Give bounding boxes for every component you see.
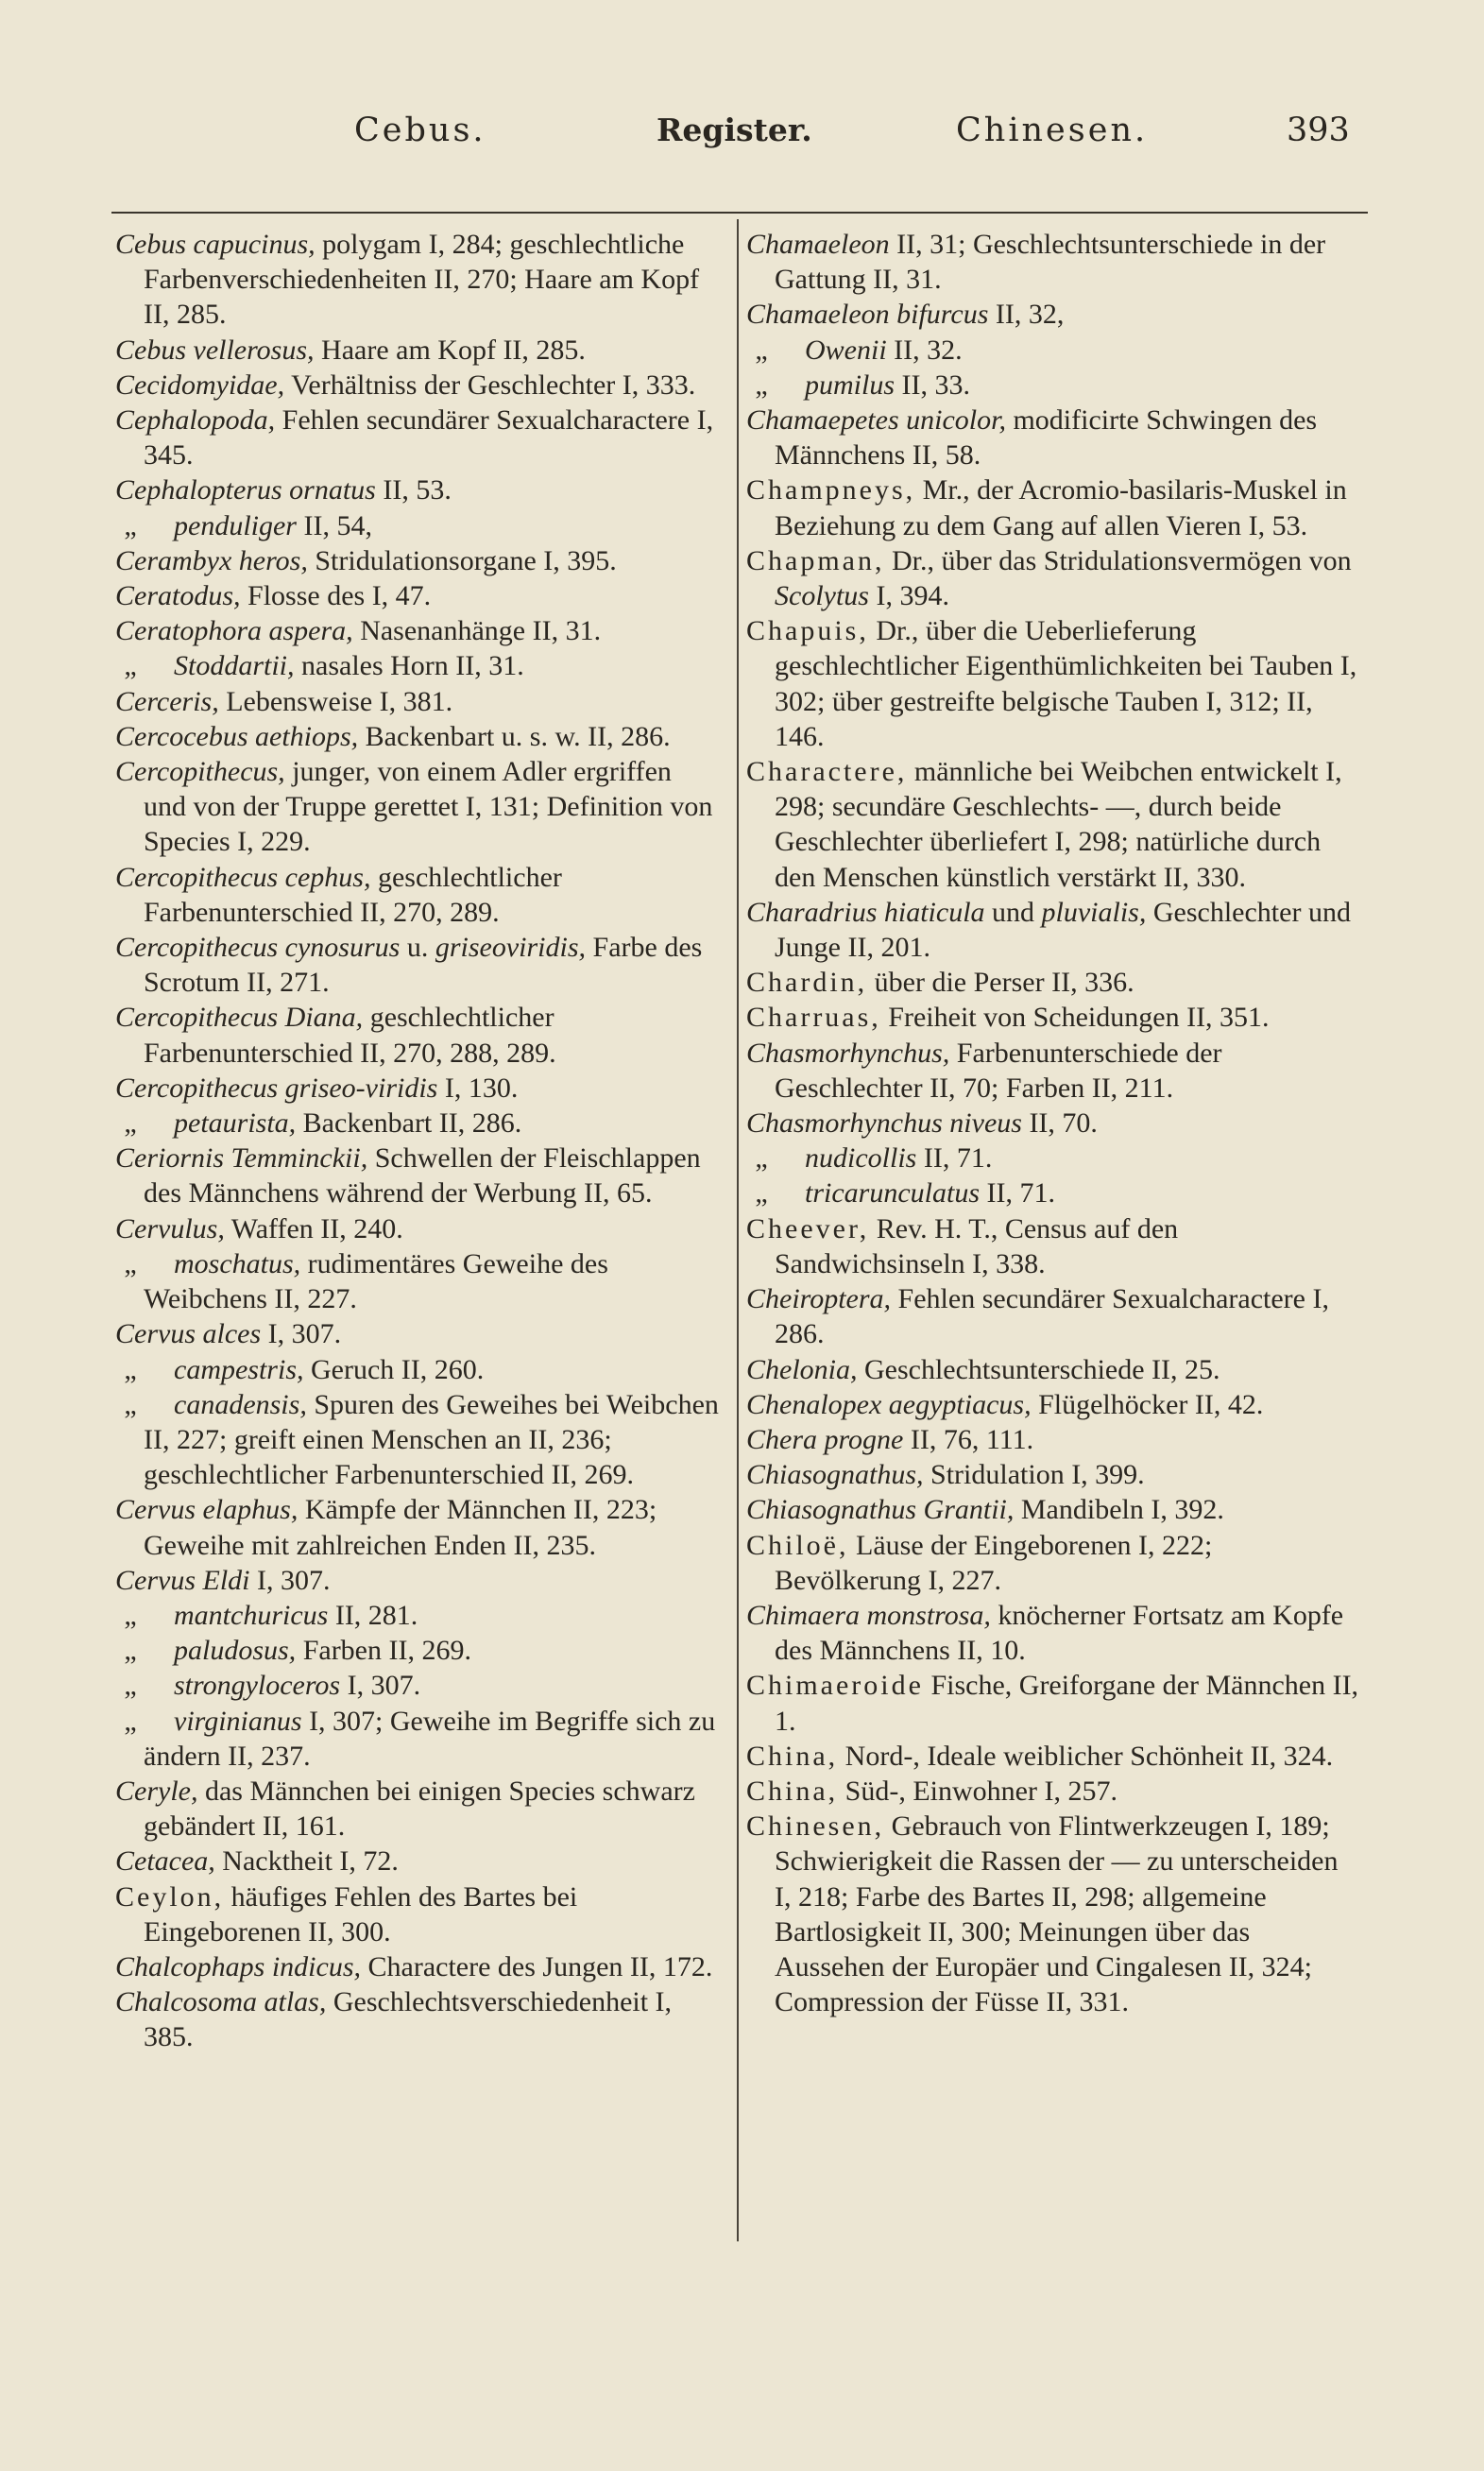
index-entry [746, 754, 1360, 895]
ditto-mark: „ [755, 1177, 768, 1210]
entry-term: Charadrius hiaticula [746, 896, 985, 928]
index-entry [746, 472, 1360, 542]
index-entry [746, 1422, 1360, 1457]
ditto-mark: „ [755, 1142, 768, 1175]
entry-text: Fische, Greiforgane der Männchen II, 1. [775, 1670, 1359, 1737]
index-entry [746, 1036, 1360, 1106]
index-entry [746, 1809, 1360, 2019]
entry-term: Cervulus, [115, 1212, 225, 1244]
index-entry [115, 1633, 720, 1668]
entry-text: Mr., der Acromio-basilaris-Muskel in Beziehung zu dem Gang auf allen Vieren I, 53. [775, 474, 1347, 541]
entry-text: Fehlen secundärer Sexualcharactere I, 286. [775, 1283, 1329, 1350]
entry-text: männliche bei Weibchen entwickelt I, 298; secundäre Geschlechts- —, durch beide Geschlechter überliefert I, 298; natürliche durch den Menschen künstlich verstärkt II, 330. [775, 756, 1342, 893]
index-entry [115, 472, 720, 507]
left-column [115, 227, 720, 2055]
index-entry [115, 1774, 720, 1844]
entry-text: Flügelhöcker II, 42. [1031, 1388, 1264, 1420]
index-entry [115, 1071, 720, 1106]
index-entry [746, 1281, 1360, 1351]
index-entry [746, 1211, 1360, 1281]
entry-text: Süd-, Einwohner I, 257. [838, 1775, 1117, 1807]
index-entry [746, 1457, 1360, 1492]
entry-term: Chamaeleon [746, 229, 890, 260]
entry-term: Cephalopterus ornatus [115, 474, 376, 506]
index-entry [746, 1141, 1360, 1175]
header-rule [111, 212, 1368, 214]
entry-text: Fehlen secundärer Sexualcharactere I, 345. [144, 404, 714, 472]
index-entry [746, 297, 1360, 332]
index-entry [115, 1949, 720, 1984]
entry-name: Chardin, [746, 967, 868, 999]
entry-name: Cheever, [746, 1212, 870, 1244]
entry-text: Nord-, Ideale weiblicher Schönheit II, 324. [838, 1740, 1334, 1772]
entry-text: I, 130. [437, 1072, 519, 1104]
entry-term: Cervus Eldi [115, 1564, 250, 1596]
index-entry [115, 648, 720, 683]
entry-text: Backenbart u. s. w. II, 286. [358, 720, 671, 752]
entry-text: Backenbart II, 286. [296, 1107, 522, 1140]
index-entry [746, 1387, 1360, 1422]
page-number: 393 [1287, 112, 1350, 149]
index-entry [746, 1175, 1360, 1210]
entry-text: knöcherner Fortsatz am Kopfe des Männchens II, 10. [775, 1599, 1344, 1667]
entry-text: II, 53. [375, 474, 452, 506]
entry-term: petaurista, [174, 1107, 297, 1140]
entry-text: Dr., über die Ueberlieferung geschlechtlicher Eigenthümlichkeiten bei Tauben I, 302; über gestreifte belgische Tauben I, 312; II, 146. [775, 615, 1357, 752]
ditto-mark: „ [755, 334, 768, 366]
entry-term: Chera progne [746, 1423, 904, 1455]
entry-text: polygam I, 284; geschlechtliche Farbenverschiedenheiten II, 270; Haare am Kopf II, 285. [144, 229, 700, 331]
entry-term: Cercopithecus cephus, [115, 861, 371, 893]
entry-term: Cheiroptera, [746, 1283, 892, 1315]
index-entry [115, 1246, 720, 1316]
entry-text: II, 32, [988, 299, 1065, 331]
entry-text: II, 76, 111. [903, 1423, 1034, 1455]
entry-term: Chenalopex aegyptiacus, [746, 1388, 1032, 1420]
entry-term: Ceriornis Temminckii, [115, 1142, 368, 1175]
entry-term: Chalcosoma atlas, [115, 1986, 327, 2018]
entry-term: virginianus [174, 1705, 302, 1737]
index-entry [746, 895, 1360, 965]
index-entry [115, 508, 720, 543]
entry-term: Cerambyx heros, [115, 544, 308, 576]
entry-text: Charactere des Jungen II, 172. [361, 1950, 713, 1982]
entry-text: Schwellen der Fleischlappen des Männchens während der Werbung II, 65. [144, 1142, 701, 1210]
index-entry [746, 1528, 1360, 1598]
ditto-mark: „ [124, 1353, 137, 1385]
entry-text: junger, von einem Adler ergriffen und von der Truppe gerettet I, 131; Definition von Species I, 229. [144, 756, 713, 858]
index-entry [115, 1387, 720, 1493]
entry-term: Chiasognathus Grantii, [746, 1494, 1015, 1526]
entry-text: Stridulationsorgane I, 395. [307, 544, 617, 576]
entry-term: Chasmorhynchus niveus [746, 1107, 1022, 1140]
entry-term: Cecidomyidae, [115, 369, 285, 401]
entry-text: Nacktheit I, 72. [214, 1845, 399, 1878]
header-right: Chinesen. [956, 112, 1149, 149]
ditto-mark: „ [124, 650, 137, 682]
entry-text: Farben II, 269. [296, 1635, 471, 1667]
entry-term: Chelonia, [746, 1353, 858, 1385]
entry-text: II, 71. [980, 1177, 1055, 1210]
entry-name: China, [746, 1775, 839, 1807]
index-entry [115, 1668, 720, 1703]
ditto-mark: „ [124, 1247, 137, 1279]
index-entry [746, 227, 1360, 297]
entry-term: campestris, [174, 1353, 304, 1385]
index-entry [746, 1668, 1360, 1738]
entry-text: Geruch II, 260. [303, 1353, 485, 1385]
entry-term: Chasmorhynchus, [746, 1037, 950, 1069]
entry-text: I, 307. [249, 1564, 331, 1596]
index-entry [115, 403, 720, 472]
index-entry [746, 1739, 1360, 1774]
entry-term: Chamaeleon bifurcus [746, 299, 989, 331]
entry-text: I, 307. [261, 1318, 342, 1350]
entry-text: Kämpfe der Männchen II, 223; Geweihe mit zahlreichen Enden II, 235. [144, 1494, 657, 1561]
entry-name: Chapuis, [746, 615, 869, 647]
entry-text: II, 281. [328, 1599, 418, 1631]
entry-term: Cercopithecus griseo-viridis [115, 1072, 438, 1104]
entry-text: Geschlechter und Junge II, 201. [775, 896, 1351, 964]
header-left: Cebus. [354, 112, 486, 149]
index-entry [115, 1563, 720, 1598]
entry-text: und [984, 896, 1042, 928]
index-entry [746, 1598, 1360, 1668]
index-entry [115, 1211, 720, 1246]
ditto-mark: „ [755, 369, 768, 401]
entry-text: II, 31; Geschlechtsunterschiede in der Gattung II, 31. [775, 229, 1326, 296]
index-entry [115, 613, 720, 648]
index-entry [746, 333, 1360, 368]
entry-text: geschlechtlicher Farbenunterschied II, 270, 289. [144, 861, 562, 928]
entry-text: nasales Horn II, 31. [294, 650, 524, 682]
entry-term: Cerceris, [115, 685, 219, 717]
index-entry [115, 1141, 720, 1210]
entry-term: Chalcophaps indicus, [115, 1950, 361, 1982]
entry-term: Chiasognathus, [746, 1459, 924, 1491]
ditto-mark: „ [124, 1705, 137, 1737]
right-column [746, 227, 1360, 2019]
ditto-mark: „ [124, 1388, 137, 1420]
entry-term: Ceryle, [115, 1775, 198, 1807]
entry-term: Cervus alces [115, 1318, 262, 1350]
entry-term: Stoddartii, [174, 650, 295, 682]
ditto-mark: „ [124, 509, 137, 541]
entry-name: China, [746, 1740, 839, 1772]
index-entry [115, 1598, 720, 1633]
entry-term: tricarunculatus [805, 1177, 980, 1210]
entry-text: Farbenunterschiede der Geschlechter II, 70; Farben II, 211. [775, 1037, 1222, 1104]
entry-text: Dr., über das Stridulationsvermögen von [884, 544, 1352, 576]
index-entry [746, 613, 1360, 754]
index-entry [746, 1000, 1360, 1035]
index-entry [115, 1000, 720, 1070]
entry-name: Ceylon, [115, 1880, 225, 1913]
entry-text: II, 70. [1021, 1107, 1098, 1140]
entry-text: u. [400, 932, 435, 964]
entry-text: Gebrauch von Flintwerkzeugen I, 189; Schwierigkeit die Rassen der — zu unterscheiden I, 218; Farbe des Bartes II, 298; allgemeine Bartlosigkeit II, 300; Meinungen über das Aussehen der Europäer und Cingalesen II, 324; Compression der Füsse II, 331. [775, 1810, 1339, 2018]
entry-name: Chapman, [746, 544, 885, 576]
entry-name: Charruas, [746, 1002, 881, 1034]
entry-term: nudicollis [805, 1142, 917, 1175]
entry-term: Chimaera monstrosa, [746, 1599, 991, 1631]
entry-term: Ceratodus, [115, 580, 241, 612]
header-title: Register. [657, 112, 812, 148]
ditto-mark: „ [124, 1107, 137, 1140]
entry-term: strongyloceros [174, 1670, 341, 1702]
page-header [0, 112, 1484, 159]
entry-text: I, 307. [340, 1670, 421, 1702]
entry-name: Charactere, [746, 756, 908, 788]
index-entry [115, 1704, 720, 1774]
column-divider [737, 219, 739, 2241]
entry-text: Spuren des Geweihes bei Weibchen II, 227; greift einen Menschen an II, 236; geschlechtlicher Farbenunterschied II, 269. [144, 1388, 719, 1491]
entry-text: II, 33. [895, 369, 970, 401]
index-entry [746, 965, 1360, 1000]
entry-text: Rev. H. T., Census auf den Sandwichsinseln I, 338. [775, 1212, 1179, 1279]
index-entry [115, 543, 720, 578]
entry-term: griseoviridis, [435, 932, 587, 964]
entry-text: Waffen II, 240. [224, 1212, 403, 1244]
ditto-mark: „ [124, 1599, 137, 1631]
index-entry [746, 1352, 1360, 1387]
entry-term: Cervus elaphus, [115, 1494, 299, 1526]
entry-text: Farbe des Scrotum II, 271. [144, 932, 703, 999]
index-entry [115, 368, 720, 403]
entry-text: Lebensweise I, 381. [218, 685, 453, 717]
entry-text: geschlechtlicher Farbenunterschied II, 270, 288, 289. [144, 1002, 556, 1069]
entry-term: pumilus [805, 369, 896, 401]
index-entry [746, 368, 1360, 403]
entry-text: über die Perser II, 336. [867, 967, 1134, 999]
entry-term: Cercopithecus, [115, 756, 285, 788]
entry-text: Haare am Kopf II, 285. [314, 334, 586, 366]
entry-text: das Männchen bei einigen Species schwarz gebändert II, 161. [144, 1775, 695, 1843]
entry-term: Cercopithecus Diana, [115, 1002, 364, 1034]
entry-text: Läuse der Eingeborenen I, 222; Bevölkerung I, 227. [775, 1529, 1213, 1596]
entry-text: II, 32. [886, 334, 963, 366]
index-entry [115, 1844, 720, 1879]
entry-term: Chamaepetes unicolor, [746, 404, 1006, 437]
entry-text: Nasenanhänge II, 31. [352, 615, 602, 647]
entry-term: Cebus vellerosus, [115, 334, 315, 366]
index-entry [746, 1106, 1360, 1141]
index-entry [115, 754, 720, 860]
index-entry [746, 1774, 1360, 1809]
index-entry [115, 930, 720, 1000]
entry-text: I, 307; Geweihe im Begriffe sich zu ändern II, 237. [144, 1705, 716, 1772]
entry-text: rudimentäres Geweihe des Weibchens II, 227. [144, 1247, 608, 1315]
entry-term: Scolytus [775, 580, 869, 612]
entry-text: Geschlechtsverschiedenheit I, 385. [144, 1986, 673, 2053]
entry-text: Stridulation I, 399. [923, 1459, 1145, 1491]
index-entry [115, 1352, 720, 1387]
entry-term: canadensis, [174, 1388, 307, 1420]
index-entry [115, 719, 720, 754]
entry-text: Geschlechtsunterschiede II, 25. [857, 1353, 1220, 1385]
entry-term: moschatus, [174, 1247, 301, 1279]
entry-text: häufiges Fehlen des Bartes bei Eingeborenen II, 300. [144, 1880, 578, 1948]
index-entry [115, 1879, 720, 1949]
ditto-mark: „ [124, 1670, 137, 1702]
index-entry [115, 1984, 720, 2054]
entry-name: Champneys, [746, 474, 916, 506]
entry-term: mantchuricus [174, 1599, 329, 1631]
entry-text: Freiheit von Scheidungen II, 351. [880, 1002, 1270, 1034]
entry-text: II, 54, [296, 509, 372, 541]
index-entry [746, 403, 1360, 472]
entry-term: Cebus capucinus, [115, 229, 316, 260]
entry-name: Chiloë, [746, 1529, 849, 1561]
entry-term: pluvialis, [1041, 896, 1147, 928]
entry-term: Cercocebus aethiops, [115, 720, 359, 752]
entry-text: Mandibeln I, 392. [1014, 1494, 1224, 1526]
index-entry [115, 860, 720, 930]
index-entry [115, 333, 720, 368]
index-entry [746, 1492, 1360, 1527]
index-entry [115, 578, 720, 613]
entry-term: Owenii [805, 334, 887, 366]
index-entry [746, 543, 1360, 613]
entry-text: Flosse des I, 47. [240, 580, 432, 612]
entry-name: Chimaeroide [746, 1670, 924, 1702]
entry-name: Chinesen, [746, 1810, 885, 1843]
index-entry [115, 1106, 720, 1141]
ditto-mark: „ [124, 1635, 137, 1667]
index-entry [115, 1492, 720, 1562]
entry-term: Cephalopoda, [115, 404, 276, 437]
entry-text: II, 71. [916, 1142, 993, 1175]
entry-text: Verhältniss der Geschlechter I, 333. [284, 369, 696, 401]
entry-text: I, 394. [868, 580, 949, 612]
entry-term: Ceratophora aspera, [115, 615, 353, 647]
entry-term: paludosus, [174, 1635, 297, 1667]
entry-text: modificirte Schwingen des Männchens II, 58. [775, 404, 1318, 472]
entry-term: Cercopithecus cynosurus [115, 932, 401, 964]
entry-term: Cetacea, [115, 1845, 215, 1878]
index-entry [115, 1316, 720, 1351]
index-entry [115, 684, 720, 719]
entry-term: penduliger [174, 509, 297, 541]
index-entry [115, 227, 720, 333]
